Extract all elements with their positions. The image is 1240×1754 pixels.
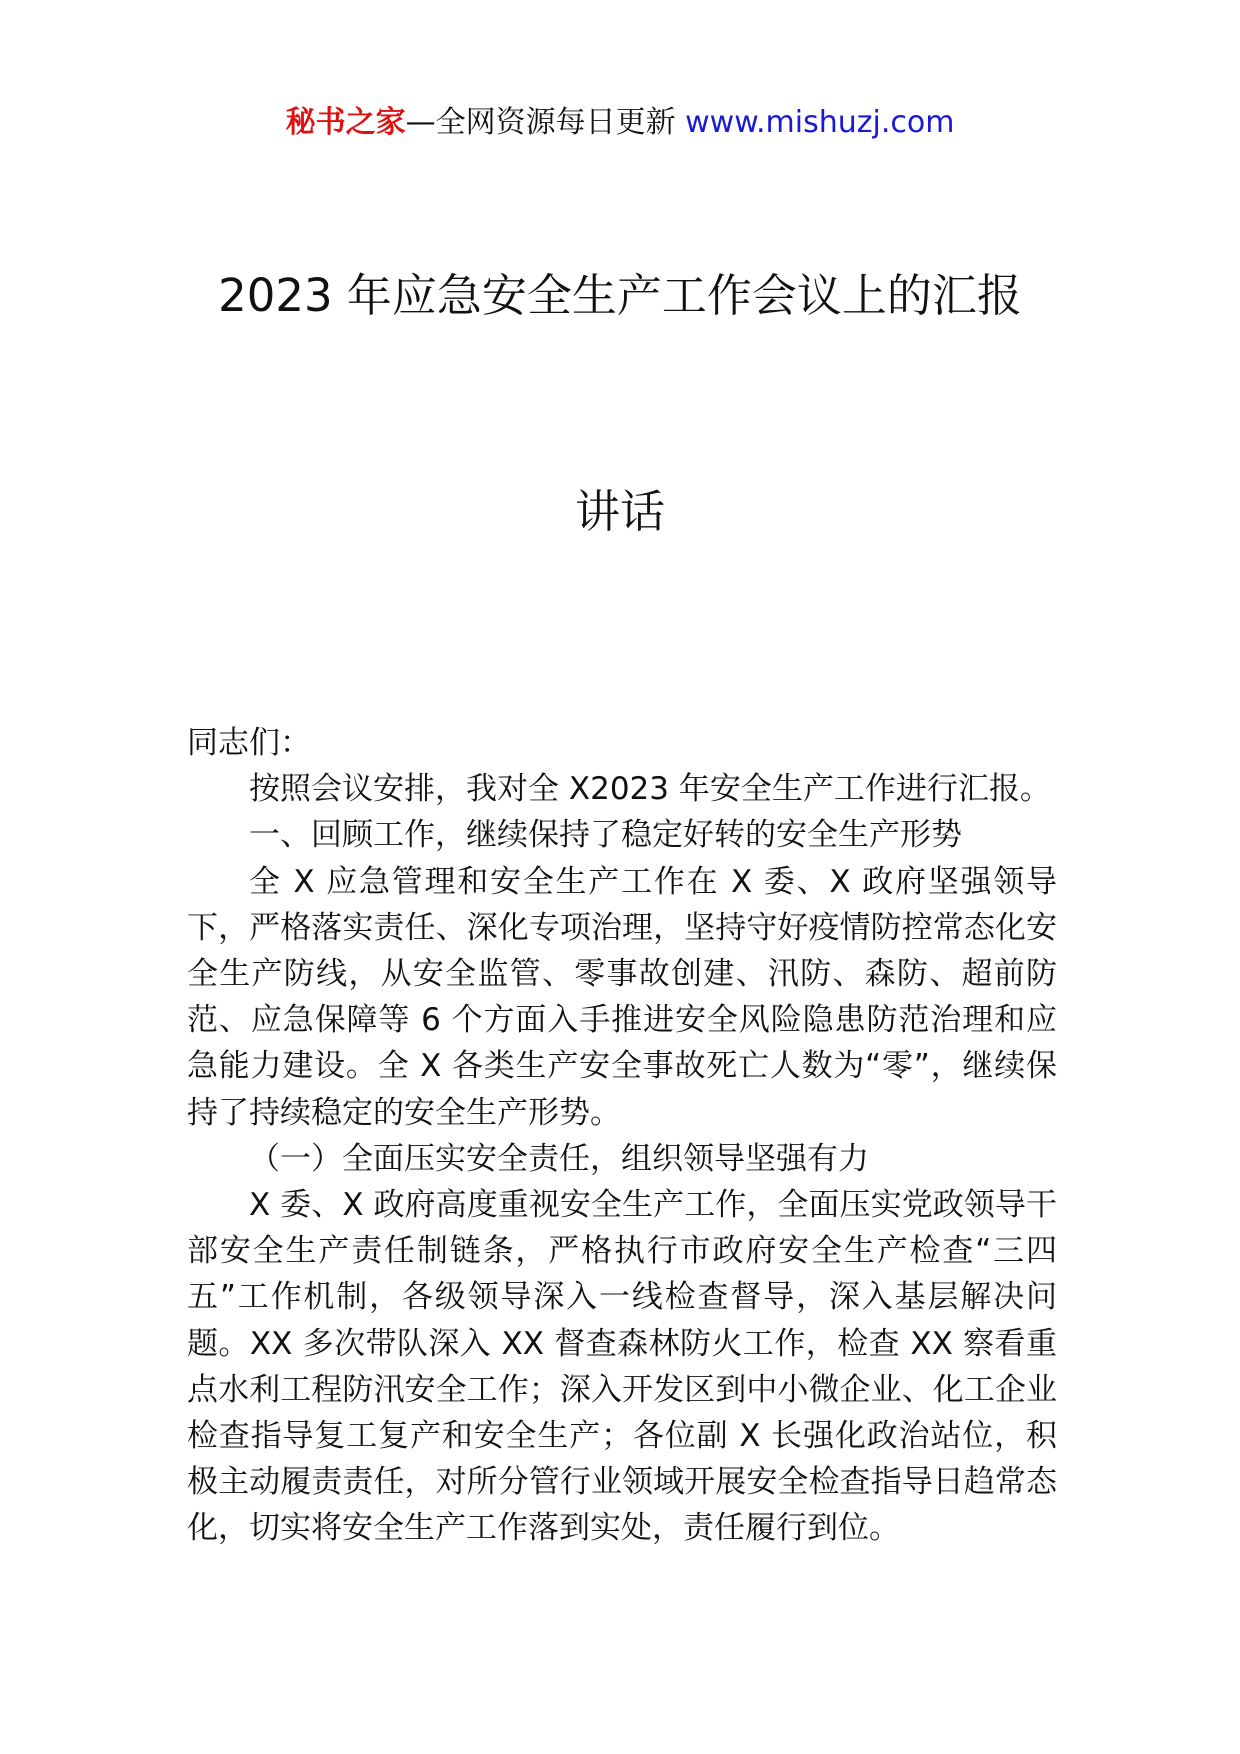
paragraph-responsibility: X 委、X 政府高度重视安全生产工作，全面压实党政领导干部安全生产责任制链条，严格执行市政府安全生产检查“三四五”工作机制，各级领导深入一线检查督导，深入基层解决问题。XX 多次带队深入 XX 督查森林防火工作，检查 XX 察看重点水利工程防汛安全工作；深入开发区到中小微企业、化工企业检查指导复工复产和安全生产；各位副 X 长强化政治站位，积极主动履责责任，对所分管行业领域开展安全检查指导日趋常态化，切实将安全生产工作落到实处，责任履行到位。 [187, 1187, 1057, 1547]
site-url-link[interactable]: www.mishuzj.com [685, 105, 955, 140]
paragraph-overview: 全 X 应急管理和安全生产工作在 X 委、X 政府坚强领导下，严格落实责任、深化专项治理，坚持守好疫情防控常态化安全生产防线，从安全监管、零事故创建、汛防、森防、超前防范、应急保障等 6 个方面入手推进安全风险隐患防范治理和应急能力建设。全 X 各类生产安全事故死亡人数为“零”，继续保持了持续稳定的安全生产形势。 [187, 863, 1057, 1131]
header-tagline: —全网资源每日更新 [405, 105, 686, 140]
section-heading-1: 一、回顾工作，继续保持了稳定好转的安全生产形势 [249, 817, 962, 854]
brand-name: 秘书之家 [285, 105, 406, 140]
document-body [187, 720, 1057, 1552]
salutation: 同志们： [187, 725, 311, 761]
subsection-heading-1: （一）全面压实安全责任，组织领导坚强有力 [249, 1140, 869, 1177]
site-header [0, 101, 1240, 145]
document-title-line-1: 2023 年应急安全生产工作会议上的汇报 [218, 269, 1022, 322]
paragraph-intro: 按照会议安排，我对全 X2023 年安全生产工作进行汇报。 [249, 771, 1051, 808]
document-title-line-2: 讲话 [574, 485, 665, 538]
